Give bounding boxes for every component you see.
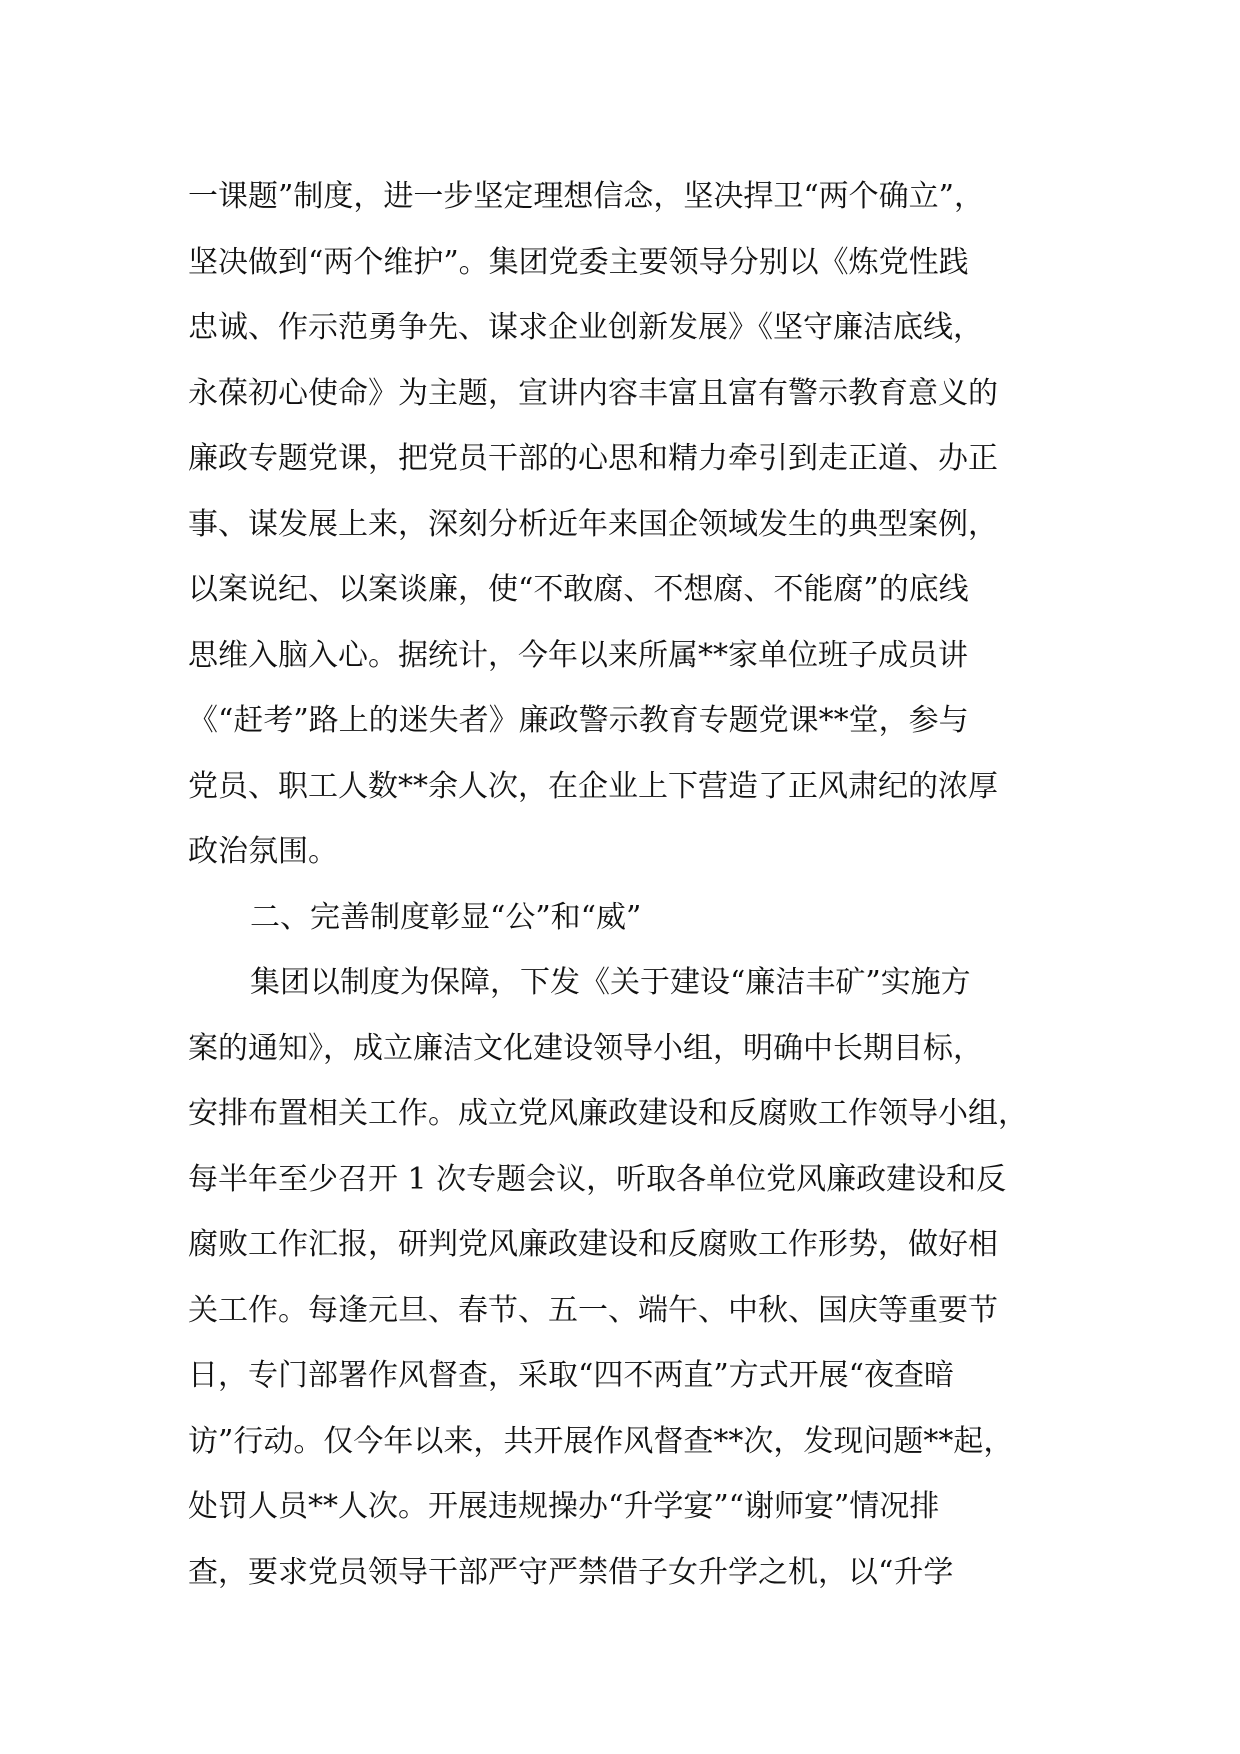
text-line: 政治氛围。 [188,834,338,869]
text-line: 事、谋发展上来，深刻分析近年来国企领域发生的典型案例， [188,506,998,542]
text-line: 忠诚、作示范勇争先、谋求企业创新发展》《坚守廉洁底线， [188,310,983,345]
text-line: 坚决做到“两个维护”。集团党委主要领导分别以《炼党性践 [188,244,969,280]
section-heading: 二、完善制度彰显“公”和“威” [250,899,642,935]
text-line: 案的通知》，成立廉洁文化建设领导小组，明确中长期目标， [188,1030,983,1066]
text-line: 处罚人员**人次。开展违规操办“升学宴”“谢师宴”情况排 [188,1489,940,1524]
text-line: 日，专门部署作风督查，采取“四不两直”方式开展“夜查暗 [188,1358,955,1393]
text-line: 以案说纪、以案谈廉，使“不敢腐、不想腐、不能腐”的底线 [188,572,969,607]
text-line: 廉政专题党课，把党员干部的心思和精力牵引到走正道、办正 [188,441,998,476]
text-line: 访”行动。仅今年以来，共开展作风督查**次，发现问题**起， [188,1423,1014,1459]
text-line: 每半年至少召开 1 次专题会议，听取各单位党风廉政建设和反 [188,1161,1007,1197]
paragraph-start-line: 集团以制度为保障，下发《关于建设“廉洁丰矿”实施方 [250,965,971,1000]
text-line: 党员、职工人数**余人次，在企业上下营造了正风肃纪的浓厚 [188,768,998,804]
text-line: 《“赶考”路上的迷失者》廉政警示教育专题党课**堂，参与 [188,703,969,738]
text-line: 永葆初心使命》为主题，宣讲内容丰富且富有警示教育意义的 [188,375,998,411]
text-line: 查，要求党员领导干部严守严禁借子女升学之机，以“升学 [188,1554,954,1590]
text-line: 思维入脑入心。据统计，今年以来所属**家单位班子成员讲 [188,637,968,673]
document-body [188,164,1068,1605]
text-line: 关工作。每逢元旦、春节、五一、端午、中秋、国庆等重要节 [188,1292,998,1328]
text-line: 安排布置相关工作。成立党风廉政建设和反腐败工作领导小组， [188,1096,1028,1131]
text-line: 腐败工作汇报，研判党风廉政建设和反腐败工作形势，做好相 [188,1227,998,1262]
text-line: 一课题”制度，进一步坚定理想信念，坚决捍卫“两个确立”， [188,179,985,214]
